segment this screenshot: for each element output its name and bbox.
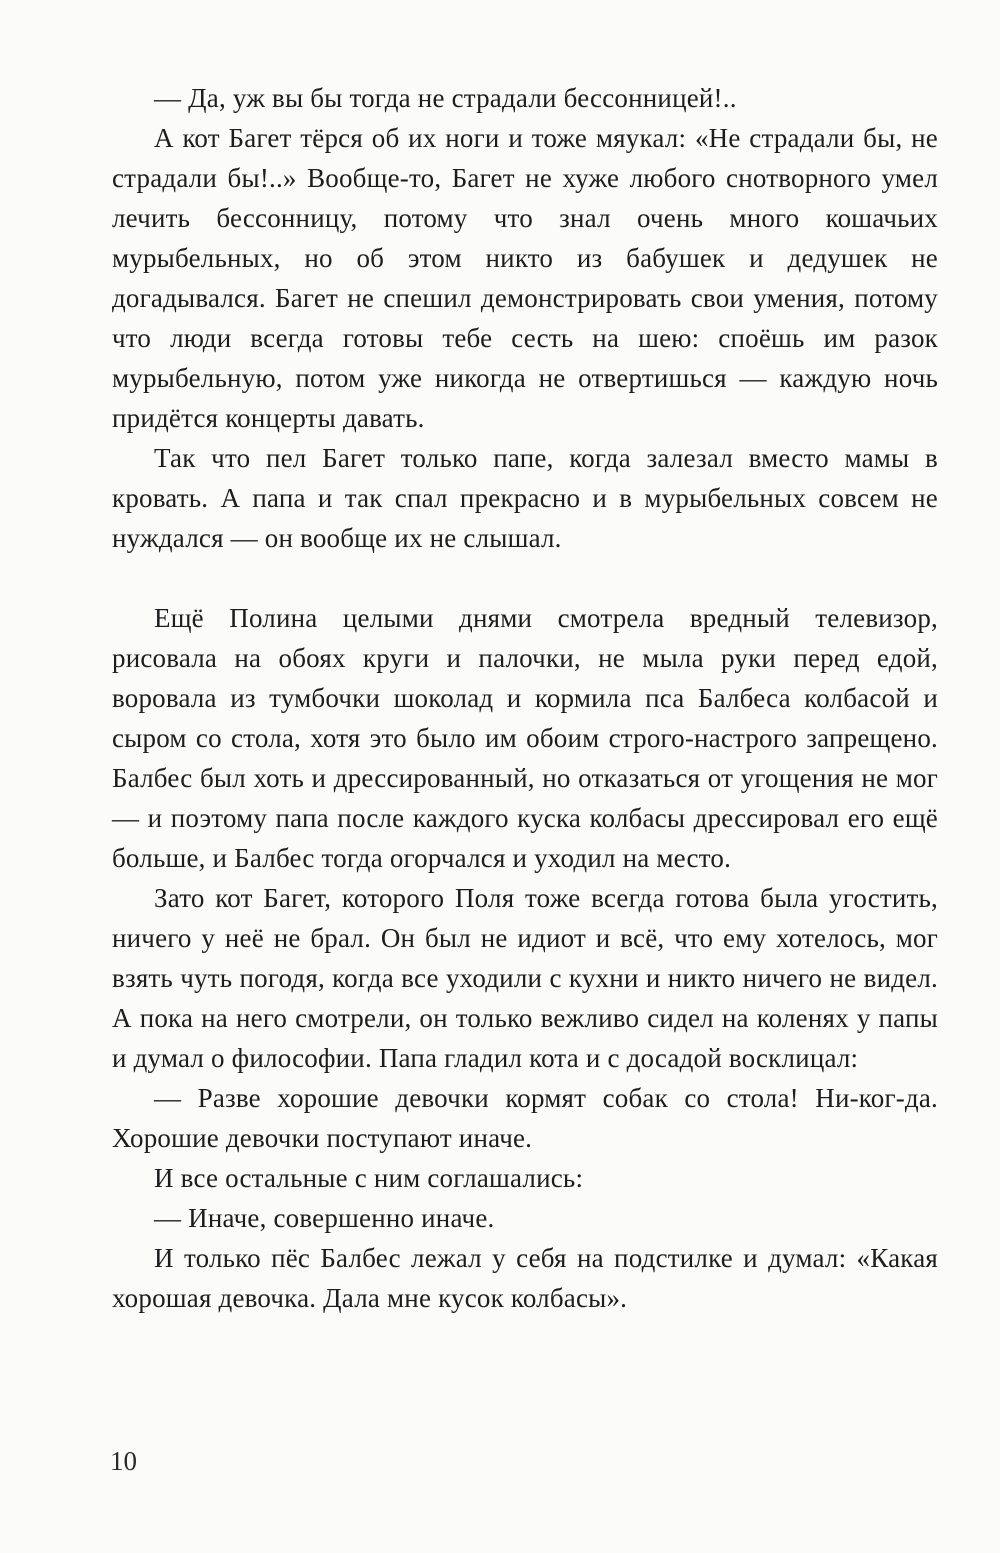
paragraph: Зато кот Багет, которого Поля тоже всегда готова была угостить, ничего у неё не брал. Он был не идиот и всё, что ему хотелось, мог взять чуть погодя, когда все уходили с кухни и никто ничего не видел. А пока на него смотрели, он только вежливо сидел на коленях у папы и думал о философии. Папа гладил кота и с досадой восклицал: xyxy=(112,883,938,1073)
page-number: 10 xyxy=(110,1446,137,1476)
paragraph: — Разве хорошие девочки кормят собак со стола! Ни-ког-да. Хорошие девочки поступают иначе. xyxy=(112,1083,938,1153)
paragraph: — Иначе, совершенно иначе. xyxy=(154,1203,495,1233)
paragraph: Так что пел Багет только папе, когда залезал вместо мамы в кровать. А папа и так спал прекрасно и в мурыбельных совсем не нуждался — он вообще их не слышал. xyxy=(112,443,938,553)
page-text xyxy=(112,78,938,1318)
paragraph: — Да, уж вы бы тогда не страдали бессонницей!.. xyxy=(154,83,737,113)
paragraph: И все остальные с ним соглашались: xyxy=(154,1163,584,1193)
paragraph: И только пёс Балбес лежал у себя на подстилке и думал: «Какая хорошая девочка. Дала мне кусок колбасы». xyxy=(112,1243,938,1313)
paragraph: Ещё Полина целыми днями смотрела вредный телевизор, рисовала на обоях круги и палочки, не мыла руки перед едой, воровала из тумбочки шоколад и кормила пса Балбеса колбасой и сыром со стола, хотя это было им обоим строго-настрого запрещено. Балбес был хоть и дрессированный, но отказаться от угощения не мог — и поэтому папа после каждого куска колбасы дрессировал его ещё больше, и Балбес тогда огорчался и уходил на место. xyxy=(112,603,938,873)
paragraph: А кот Багет тёрся об их ноги и тоже мяукал: «Не страдали бы, не страдали бы!..» Вообще-то, Багет не хуже любого снотворного умел лечить бессонницу, потому что знал очень много кошачьих мурыбельных, но об этом никто из бабушек и дедушек не догадывался. Багет не спешил демонстрировать свои умения, потому что люди всегда готовы тебе сесть на шею: споёшь им разок мурыбельную, потом уже никогда не отвертишься — каждую ночь придётся концерты давать. xyxy=(112,123,938,433)
